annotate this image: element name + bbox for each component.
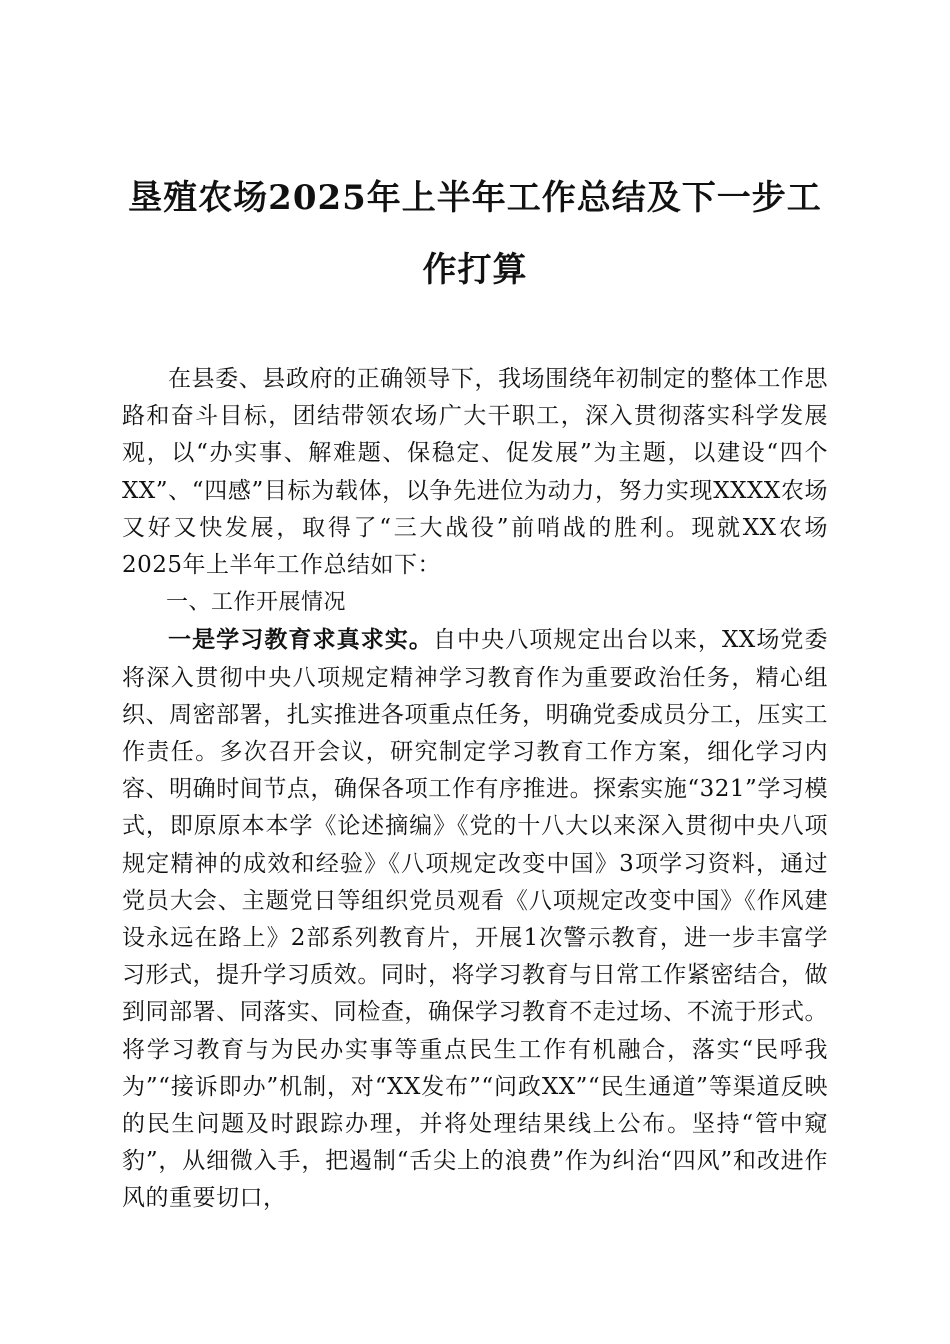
document-title: [120, 162, 830, 306]
document-body: [122, 361, 828, 1218]
item-text: 自中央八项规定出台以来，XX场党委将深入贯彻中央八项规定精神学习教育作为重要政治任务，精心组织、周密部署，扎实推进各项重点任务，明确党委成员分工，压实工作责任。多次召开会议，研究制定学习教育工作方案，细化学习内容、明确时间节点，确保各项工作有序推进。探索实施“321”学习模式，即原原本本学《论述摘编》《党的十八大以来深入贯彻中央八项规定精神的成效和经验》《八项规定改变中国》3项学习资料，通过党员大会、主题党日等组织党员观看《八项规定改变中国》《作风建设永远在路上》2部系列教育片，开展1次警示教育，进一步丰富学习形式，提升学习质效。同时，将学习教育与日常工作紧密结合，做到同部署、同落实、同检查，确保学习教育不走过场、不流于形式。将学习教育与为民办实事等重点民生工作有机融合，落实“民呼我为”“接诉即办”机制，对“XX发布”“问政XX”“民生通道”等渠道反映的民生问题及时跟踪办理，并将处理结果线上公布。坚持“管中窥豹”，从细微入手，把遏制“舌尖上的浪费”作为纠治“四风”和改进作风的重要切口，: [122, 627, 828, 1212]
title-line-1: 垦殖农场2025年上半年工作总结及下一步工: [128, 178, 822, 218]
item-paragraph: [122, 621, 828, 1217]
item-lead: 一是学习教育求真求实。: [168, 626, 433, 654]
intro-paragraph: 在县委、县政府的正确领导下，我场围绕年初制定的整体工作思路和奋斗目标，团结带领农场广大干职工，深入贯彻落实科学发展观，以“办实事、解难题、保稳定、促发展”为主题，以建设“四个XX”、“四感”目标为载体，以争先进位为动力，努力实现XXXX农场又好又快发展，取得了“三大战役”前哨战的胜利。现就XX农场2025年上半年工作总结如下：: [122, 366, 828, 579]
section-heading: 一、工作开展情况: [166, 590, 347, 616]
title-line-2: 作打算: [422, 250, 528, 290]
